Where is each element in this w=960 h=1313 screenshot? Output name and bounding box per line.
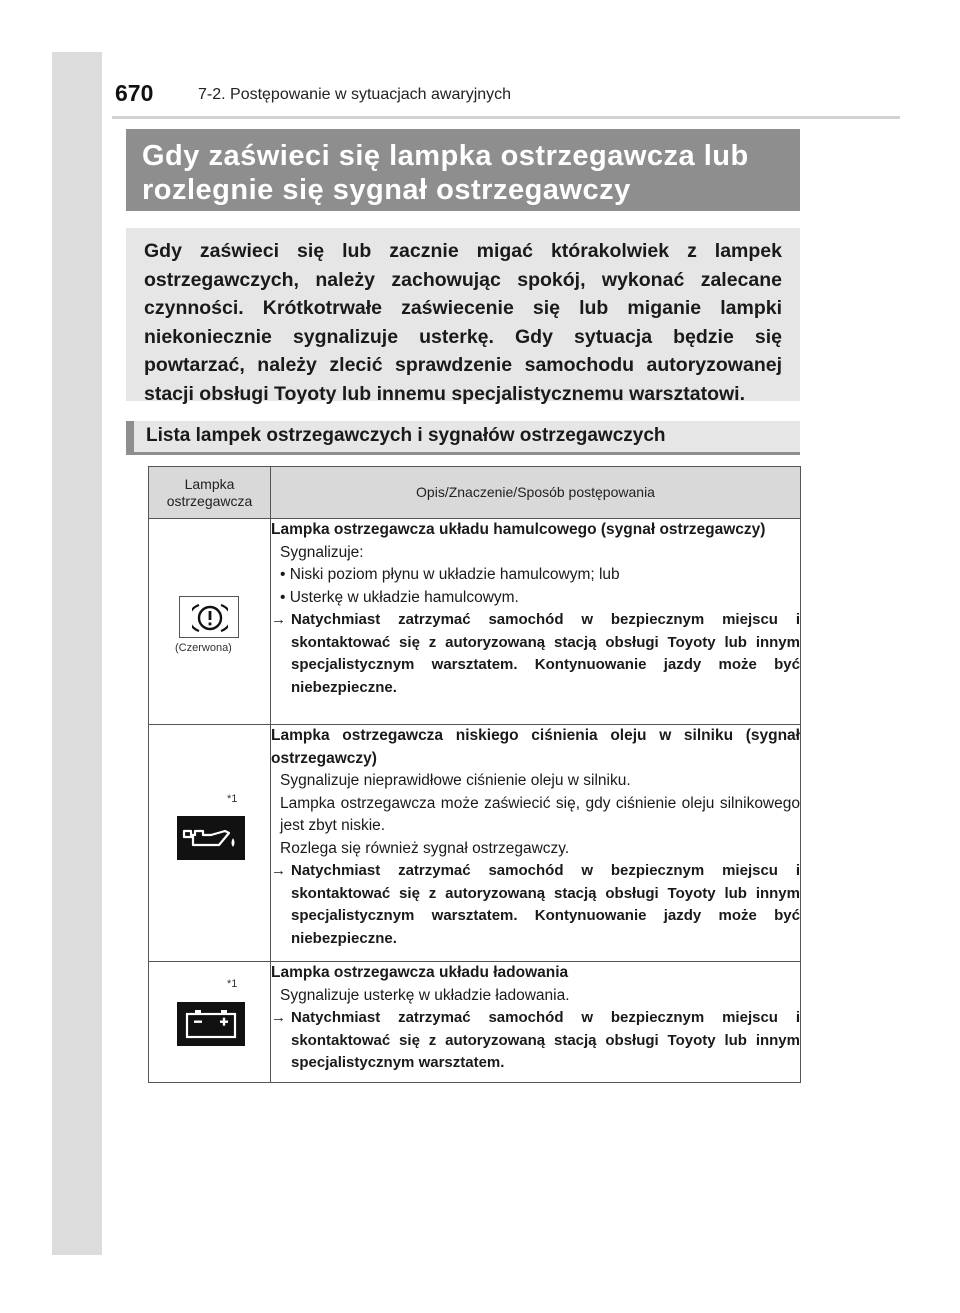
table-header-row xyxy=(149,467,801,519)
lamp-desc-line: Lampka ostrzegawcza może zaświecić się, gdy ciśnienie oleju silnikowego jest zbyt niskie. xyxy=(280,794,800,834)
lamp-title: Lampka ostrzegawcza niskiego ciśnienia oleju w silniku (sygnał ostrzegawczy) xyxy=(271,727,800,767)
page-header xyxy=(112,80,900,119)
lamp-action xyxy=(271,1007,800,1075)
lamp-action-text: Natychmiast zatrzymać samochód w bezpiecznym miejscu i skontaktować się z autoryzowaną stacją obsługi Toyoty lub innym specjalistycznym warsztatem. Kontynuowanie jazdy może być niebezpieczne. xyxy=(291,611,800,696)
col-header-lamp: Lampka ostrzegawcza xyxy=(149,467,271,519)
icon-color-note: (Czerwona) xyxy=(175,642,232,654)
lamp-desc-line: • Usterkę w układzie hamulcowym. xyxy=(280,588,519,606)
brake-warning-icon xyxy=(192,601,228,635)
table-row xyxy=(149,519,801,725)
intro-text: Gdy zaświeci się lub zacznie migać którakolwiek z lampek ostrzegawczych, należy zachowując spokój, wykonać zalecane czynności. Krótkotrwałe zaświecenie się lub miganie lampki niekoniecznie sygnalizuje usterkę. Gdy sytuacja będzie się powtarzać, należy zlecić sprawdzenie samochodu autoryzowanej stacji obsługi Toyoty lub innemu specjalistycznemu warsztatowi. xyxy=(144,240,782,405)
footnote-marker: *1 xyxy=(227,978,238,990)
lamp-title: Lampka ostrzegawcza układu ładowania xyxy=(271,964,569,981)
arrow-icon: → xyxy=(271,862,286,879)
lamp-desc-line: Sygnalizuje nieprawidłowe ciśnienie oleju w silniku. xyxy=(280,772,631,789)
lamp-description-cell xyxy=(271,962,801,1083)
section-title-line-2: rozlegnie się sygnał ostrzegawczy xyxy=(142,174,631,206)
arrow-icon: → xyxy=(271,611,286,628)
page-number: 670 xyxy=(115,80,154,106)
page-side-tab xyxy=(52,52,102,1255)
table-row xyxy=(149,725,801,962)
lamp-icon-cell xyxy=(149,725,271,962)
lamp-title: Lampka ostrzegawcza układu hamulcowego (sygnał ostrzegawczy) xyxy=(271,521,766,538)
footnote-marker: *1 xyxy=(227,793,238,805)
lamp-description-cell xyxy=(271,725,801,962)
subsection-heading-text: Lista lampek ostrzegawczych i sygnałów ostrzegawczych xyxy=(146,425,666,446)
running-head: 7-2. Postępowanie w sytuacjach awaryjnych xyxy=(198,86,512,103)
lamp-description-cell xyxy=(271,519,801,725)
lamp-action-text: Natychmiast zatrzymać samochód w bezpiecznym miejscu i skontaktować się z autoryzowaną stacją obsługi Toyoty lub innym specjalistycznym warsztatem. xyxy=(291,1009,800,1071)
battery-charge-icon xyxy=(185,1009,237,1039)
table-row xyxy=(149,962,801,1083)
section-title-box xyxy=(126,129,800,211)
lamp-desc-line: Sygnalizuje usterkę w układzie ładowania. xyxy=(280,986,570,1004)
lamp-desc-line: • Niski poziom płynu w układzie hamulcowym; lub xyxy=(280,566,620,583)
lamp-desc-line: Sygnalizuje: xyxy=(280,543,364,561)
lamp-action xyxy=(271,609,800,699)
lamp-action xyxy=(271,860,800,950)
lamp-action-text: Natychmiast zatrzymać samochód w bezpiecznym miejscu i skontaktować się z autoryzowaną stacją obsługi Toyoty lub innym specjalistycznym warsztatem. Kontynuowanie jazdy może być niebezpieczne. xyxy=(291,862,800,947)
subsection-heading xyxy=(126,421,800,455)
arrow-icon: → xyxy=(271,1009,286,1026)
lamp-desc-line: Rozlega się również sygnał ostrzegawczy. xyxy=(280,839,570,857)
section-title-line-1: Gdy zaświeci się lampka ostrzegawcza lub xyxy=(142,140,749,172)
warning-lamp-table xyxy=(148,466,801,1083)
lamp-icon-cell xyxy=(149,962,271,1083)
lamp-icon-cell xyxy=(149,519,271,725)
col-header-description: Opis/Znaczenie/Sposób postępowania xyxy=(271,467,801,519)
intro-box xyxy=(126,228,800,405)
oil-pressure-icon xyxy=(181,823,241,853)
